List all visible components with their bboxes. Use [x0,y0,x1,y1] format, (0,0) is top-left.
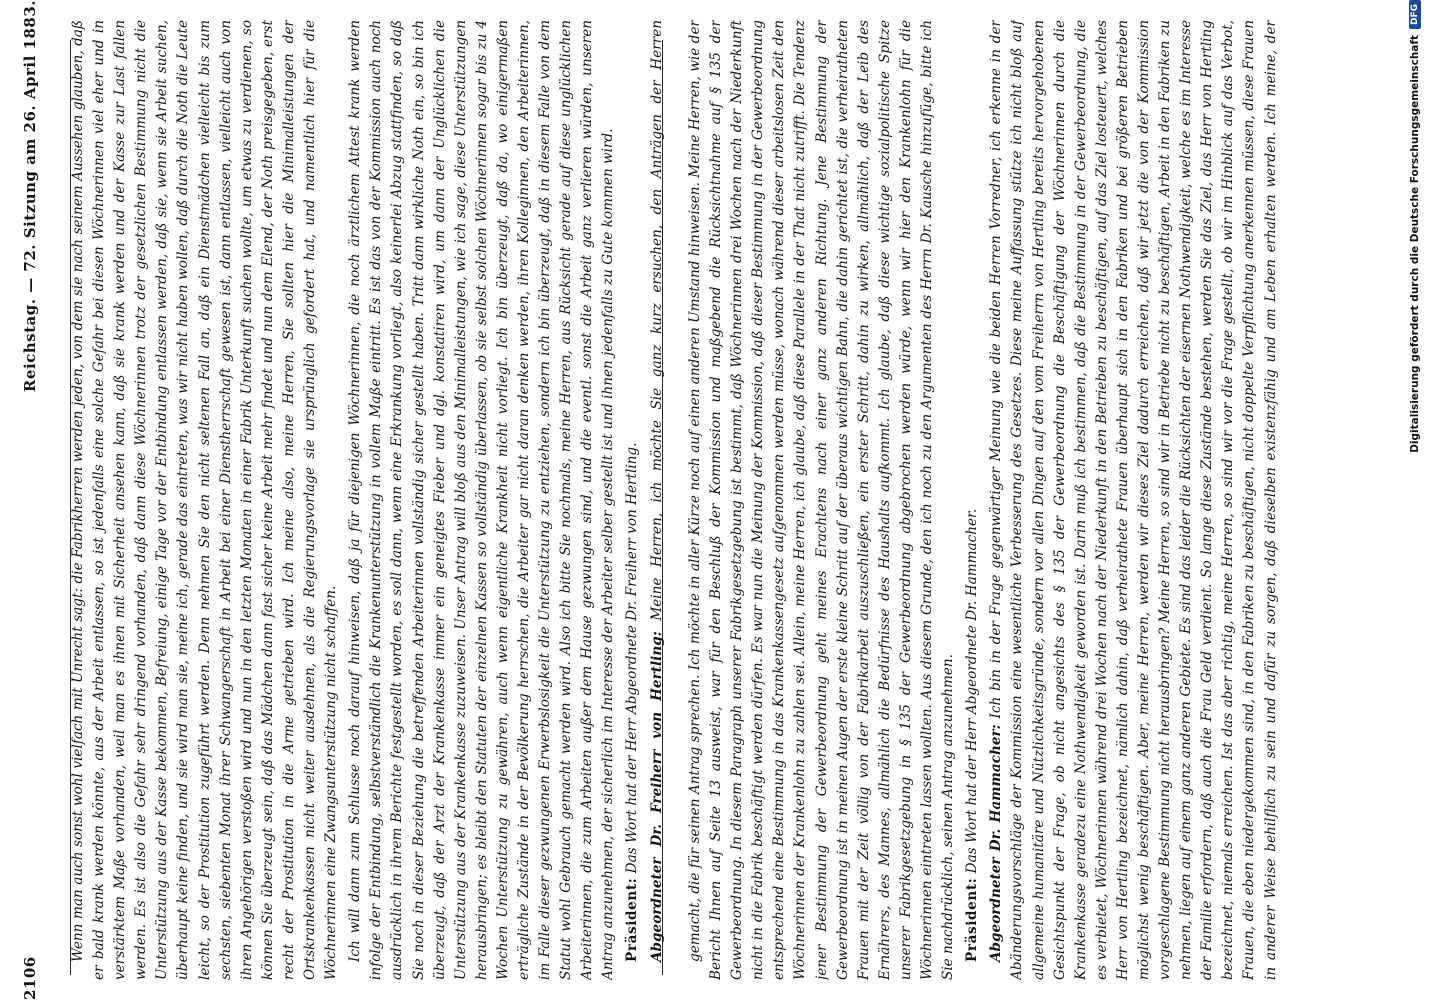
speaker-paragraph [962,20,983,980]
left-column [68,20,668,980]
speaker-text: Meine Herren, ich möchte Sie ganz kurz ersuchen, den Anträgen der Herren [648,20,665,621]
credit-text: Digitalisierung gefördert durch die Deutsche Forschungsgemeinschaft [1409,35,1421,453]
speaker-paragraph [647,20,668,980]
speaker-label: Abgeordneter Dr. Hammacher: [988,724,1005,962]
paragraph: Wenn man auch sonst wohl vielfach mit Unrecht sagt: die Fabrikherren werden jeden, von dem sie nach seinem Aussehen glauben, daß er bald krank werden könnte, aus der Arbeit entlassen, so ist jedenfalls eine solche Gefahr bei diesen Wöchnerinnen viel eher und in verstärktem Maße vorhanden, weil man es ihnen mit Sicherheit ansehen kann, daß sie krank werden und der Kasse zur Last fallen werden. Es ist also die Gefahr sehr dringend vorhanden, daß dann diese Wöchnerinnen trotz der gesetzlichen Bestimmung nicht die Unterstützung aus der Kasse bekommen, Befreiung, einige Tage vor der Entbindung entlassen werden, daß sie, wenn sie Arbeit suchen, überhaupt keine finden, und sie wird man sie, meine ich, gerade das eintreten, was wir nicht haben wollen, daß durch die Noth die Leute leicht, so der Prostitution zugeführt werden. Denn nehmen Sie den nicht seltenen Fall an, daß ein Dienstmädchen vielleicht bis zum sechsten, siebenten Monat ihrer Schwangerschaft in Arbeit bei einer Dienstherrschaft gewesen ist, dann entlassen, vielleicht auch von ihren Angehörigen verstoßen wird und nun in den letzten Monaten in einer Fabrik Unterkunft suchen wollte, um etwas zu verdienen, so können Sie überzeugt sein, daß das Mädchen dann fast sicher keine Arbeit mehr findet und nun dem Elend, der Noth preisgegeben, erst recht der Prostitution in die Arme getrieben wird. Ich meine also, meine Herren, Sie sollten hier die Minimalleistungen der Ortskrankenkassen nicht weiter ausdehnen, als die Regierungsvorlage sie ursprünglich gefordert hat, und namentlich hier für die Wöchnerinnen eine Zwangsunterstützung nicht schaffen. [70,20,340,980]
speaker-text: Das Wort hat der Herr Abgeordnete Dr. Freiherr von Hertling. [624,442,641,874]
speaker-paragraph [986,20,1285,980]
speaker-label: Präsident: [964,877,981,962]
speaker-label: Abgeordneter Dr. Freiherr von Hertling: [648,631,665,962]
speaker-text: Ich bin in der Frage gegenwärtiger Meinung wie die beiden Herren Vorredner, ich erkenne in der Abänderungsvorschläge der Kommission eine wesentliche Verbesserung des Gesetzes. Diese meine Auffassung stütze ich nicht bloß auf allgemeine humanitäre und Nützlichkeitsgründe, sondern vor allen Dingen auf den vom Freiherrn von Hertling bereits hervorgehobenen Gesichtspunkt der Frage, ob nicht angesichts des § 135 der Gewerbeordnung die Beschäftigung der Wöchnerinnen durch die Krankenkasse geradezu eine Nothwendigkeit geworden ist. Darin muß ich bestimmen, daß die Bestimmung in der Gewerbeordnung, die es verbietet, Wöchnerinnen während drei Wochen nach der Niederkunft in den Betrieben zu beschäftigen, auf das Ziel losteuert, welches Herr von Hertling bezeichnet, nämlich dahin, daß verheirathete Frauen überhaupt sich in den Fabriken und bei größeren Betrieben möglichst wenig beschäftigen. Aber, meine Herren, werden wir dieses Ziel dadurch erreichen, daß wir jetzt die von der Kommission vorgeschlagene Bestimmung nicht herausbringen? Meine Herren, so sind wir in Betriebe nicht zu beschäftigen, Arbeit in den Fabriken zu nehmen, liegen auf einem ganz anderen Gebiete. Es sind das leider die Rücksichten der eisernen Nothwendigkeit, welche es im Interesse der Familie erfordern, daß auch die Frau Geld verdient. So lange diese Zustände bestehen, werden Sie das Ziel, das Herr von Hertling bezeichnet, niemals erreichen. Ist das aber richtig, meine Herren, so sind wir vor die Frage gestellt, ob wir im Hinblick auf das Verbot, Frauen, die eben niedergekommen sind, in den Fabriken zu beschäftigen, nicht doppelte Verpflichtung anerkennen müssen, diese Frauen in anderer Weise behilflich zu sein und dafür zu sorgen, daß dieselben existenzfähig und am Leben erhalten werden. Ich meine, der [988,20,1279,980]
paragraph: Ich will dann zum Schlusse noch darauf hinweisen, daß ja für diejenigen Wöchnerinnen, die noch ärztlichem Attest krank werden infolge der Entbindung, selbstverständlich die Krankenunterstützung in vollem Maße eintritt. Es ist das von der Kommission auch noch ausdrücklich in ihrem Berichte festgestellt worden, es soll dann, wenn eine Erkrankung vorliegt, also keinerlei Abzug stattfinden, so daß Sie noch in dieser Beziehung die betreffenden Arbeiterinnen vollständig sicher gestellt haben. Tritt dann wirkliche Noth ein, so bin ich überzeugt, daß der Arzt der Krankenkasse immer ein geneigtes Fieber und dgl. konstatiren wird, um dann der Unglücklichen die Unterstützung aus der Krankenkasse zuzuweisen. Unser Antrag will bloß aus den Minimalleistungen, wie ich sage, diese Unterstützungen herausbringen; es bleibt den Statuten der einzelnen Kassen so vollständig überlassen, ob sie selbst solchen Wöchnerinnen sogar bis zu 4 Wochen Unterstützung zu gewähren, auch wenn eigentliche Krankheit nicht vorliegt. Ich bin überzeugt, daß da, wo einigermaßen erträgliche Zustände in der Bevölkerung herrschen, die Arbeiter gar nicht daran denken werden, ihren Kolleginnen, den Arbeiterinnen, im Falle dieser gezwungenen Erwerbslosigkeit die Unterstützung zu entziehen, sondern ich bin überzeugt, daß in diesem Falle von dem Statut wohl Gebrauch gemacht werden wird. Also ich bitte Sie nochmals, meine Herren, aus Rücksicht gerade auf diese unglücklichen Arbeiterinnen, die zum Arbeiten außer dem Hause gezwungen sind, und die eventl. sonst die Arbeit ganz verlieren würden, unseren Antrag anzunehmen, der sicherlich im Interesse der Arbeiter selber gestellt ist und ihnen jedenfalls zu Gute kommen wird. [347,20,617,980]
running-title: Reichstag. — 72. Sitzung am 26. April 1883. [21,0,39,393]
page-header [16,0,44,1000]
speaker-text: Das Wort hat der Herr Abgeordnete Dr. Hammacher. [964,508,981,874]
speaker-paragraph [622,20,643,980]
paragraph: gemacht, die für seinen Antrag sprechen. Ich möchte in aller Kürze noch auf einen anderen Umstand hinweisen. Meine Herren, wie der Bericht Ihnen auf Seite 13 ausweist, war für den Beschluß der Kommission und maßgebend die Rücksichtnahme auf § 135 der Gewerbeordnung. In diesem Paragraph unserer Fabrikgesetzgebung ist bestimmt, daß Wöchnerinnen drei Wochen nach der Niederkunft nicht in die Fabrik beschäftigt werden dürfen. Es war nun die Meinung der Kommission, daß dieser Bestimmung in der Gewerbeordnung entsprechend eine Bestimmung in das Krankenkassengesetz aufgenommen werden müsse, wonach während dieser arbeitslosen Zeit den Wöchnerinnen der Krankenlohn zu zahlen sei. Allein, meine Herren, ich glaube, daß diese Parallele in der That nicht zutrifft. Die Tendenz jener Bestimmung der Gewerbeordnung geht meines Erachtens nach einer ganz anderen Richtung. Jene Bestimmung der Gewerbeordnung ist in meinen Augen der erste kleine Schritt auf der überaus wichtigen Bahn, die dahin gerichtet ist, die verheiratheten Frauen mit der Zeit völlig von der Fabrikarbeit auszuschließen, ein erster Schritt, dahin zu wirken, allmählich, daß der Leib des Ernährers, des Mannes, allmählich die Bedürfnisse des Haushalts aufkommt. Ich glaube, daß diese wichtige sozialpolitische Spitze unserer Fabrikgesetzgebung in § 135 der Gewerbeordnung abgebrochen werden würde, wenn wir hier den Krankenlohn für die Wöchnerinnen eintreten lassen wollten. Aus diesem Grunde, den ich noch zu den Argumenten des Herrn Dr. Kausche hinzufüge, bitte ich Sie nachdrücklich, seinen Antrag anzunehmen. [687,20,957,980]
dfg-logo: DFG [1409,0,1421,29]
page-number: 2106 [21,956,39,1000]
speaker-label: Präsident: [624,877,641,962]
digitization-credit [1407,0,1423,1000]
right-column [685,20,1285,980]
